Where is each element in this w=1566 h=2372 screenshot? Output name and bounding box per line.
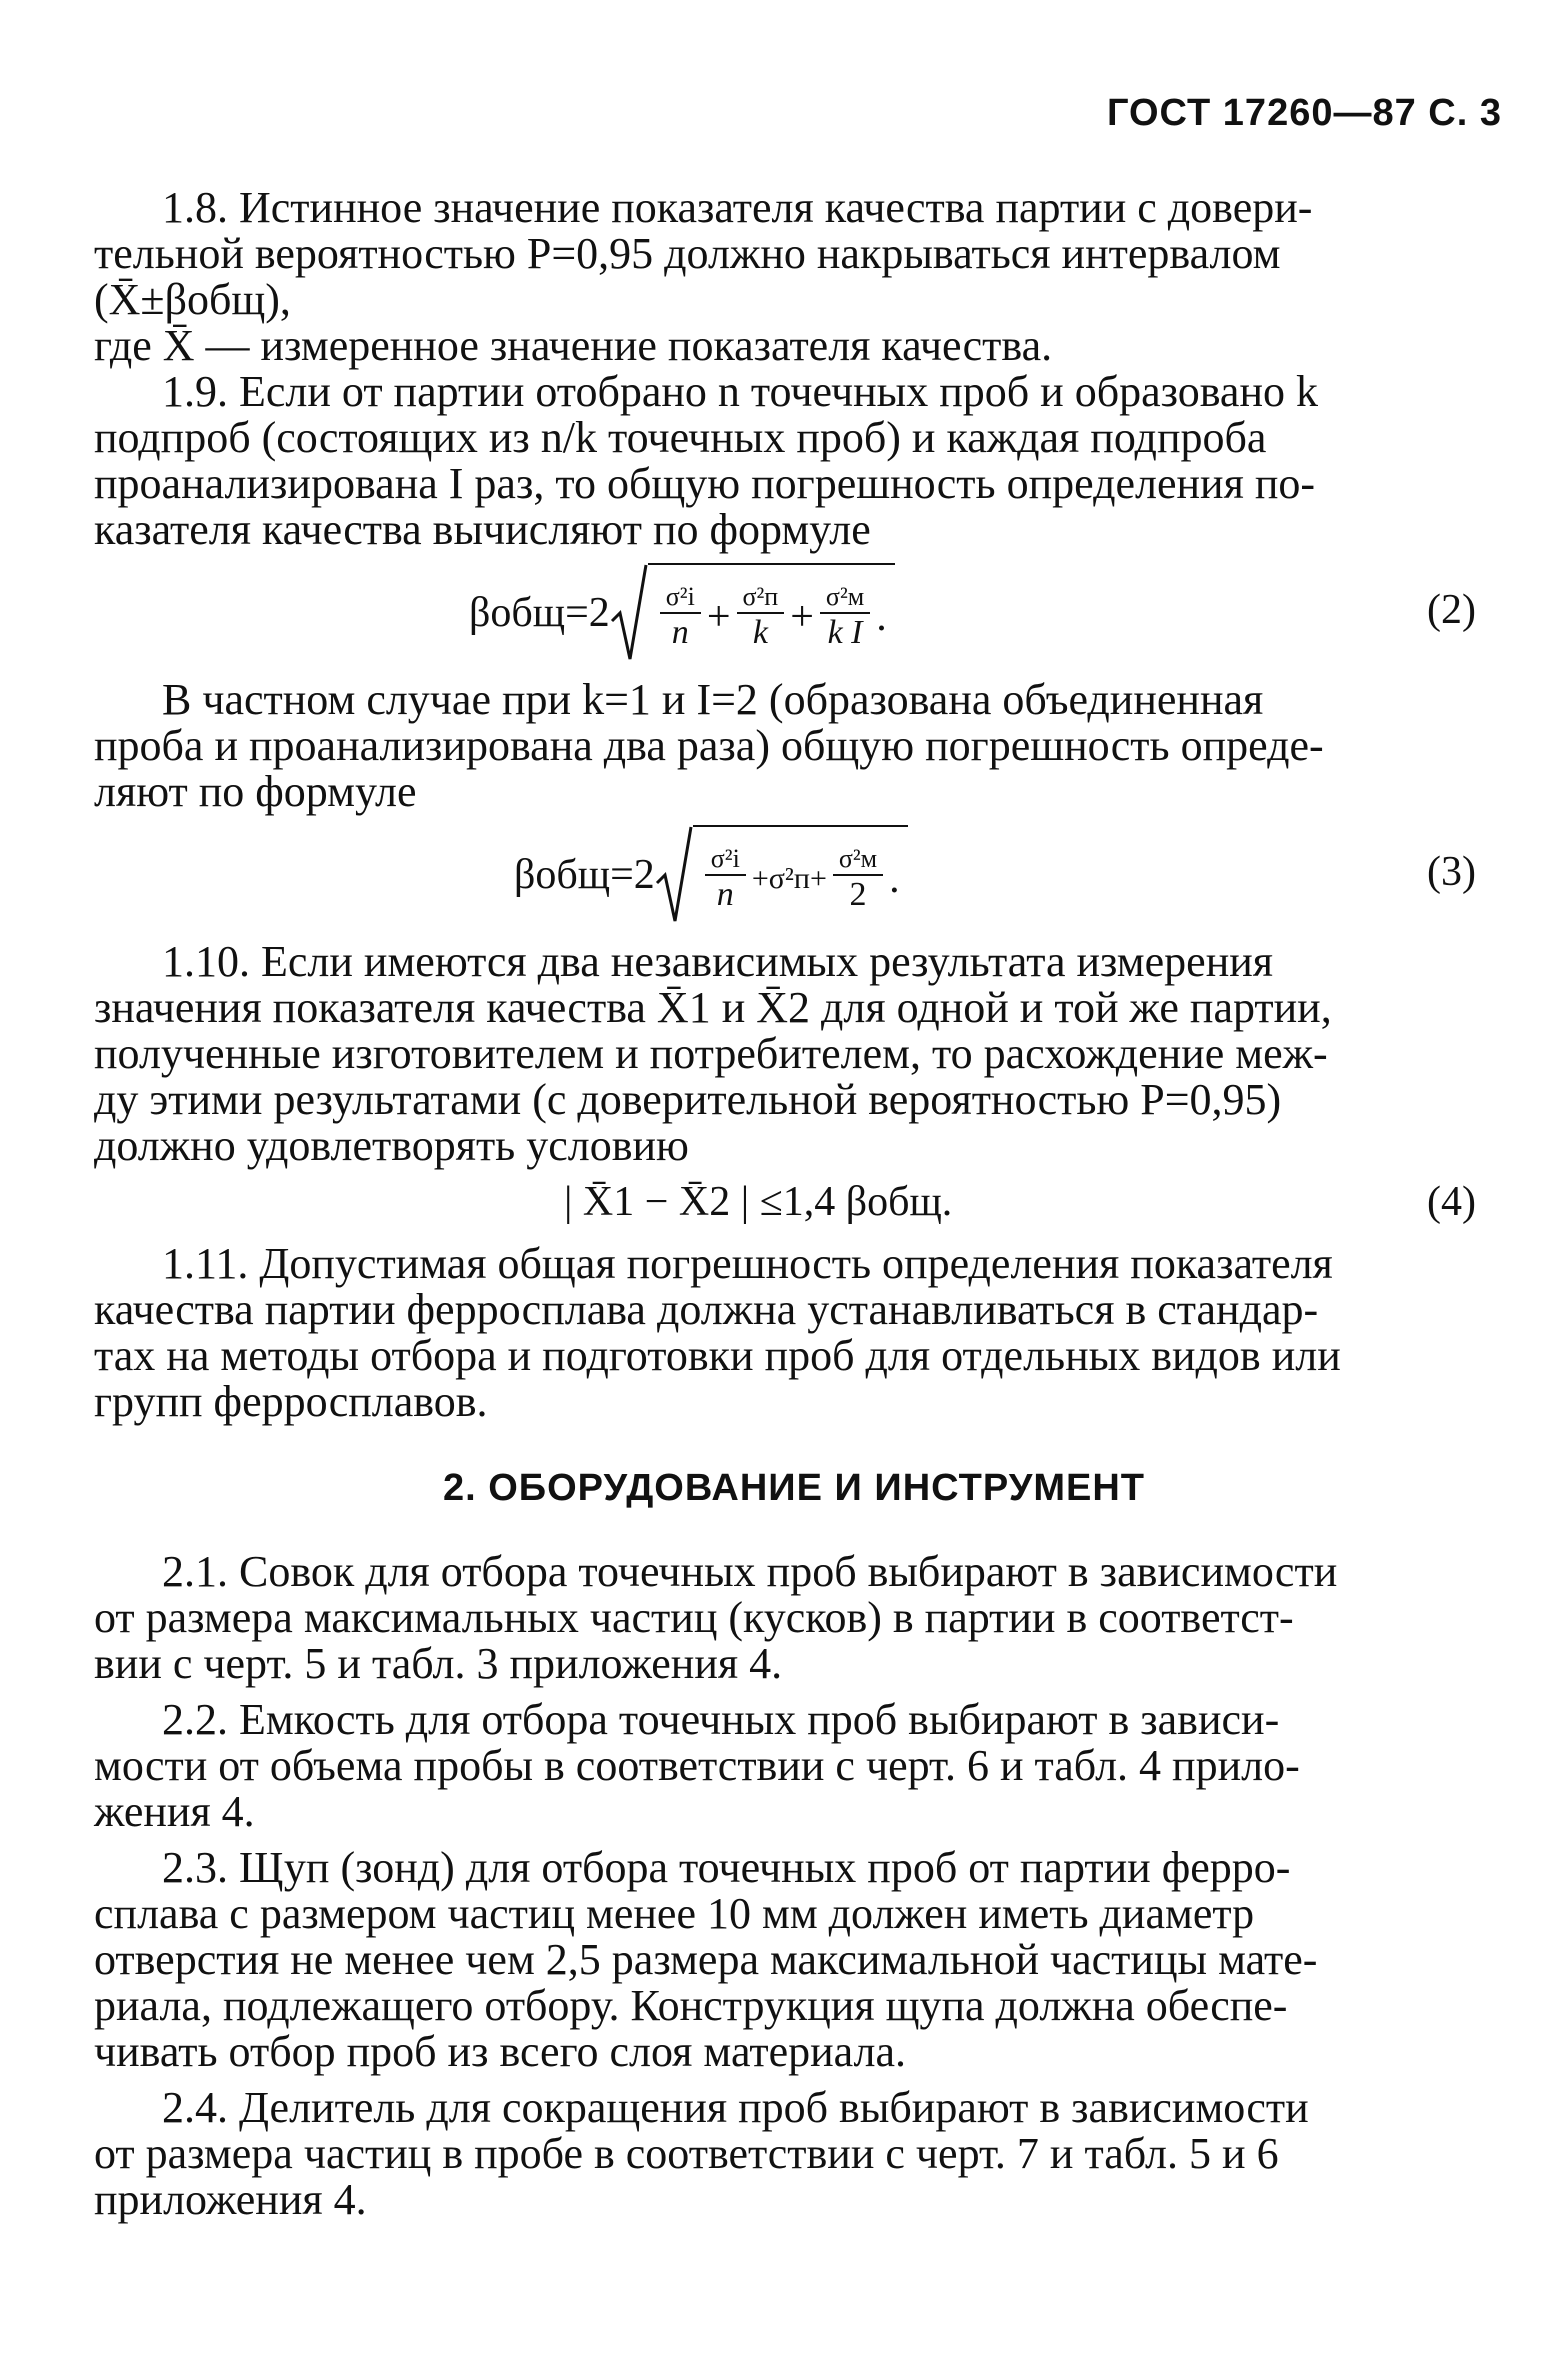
clause-1-10-line-1: 1.10. Если имеются два независимых результата измерения xyxy=(162,937,1274,986)
formula-4-row xyxy=(94,1175,1494,1235)
clause-2-2-line-3: жения 4. xyxy=(94,1787,255,1836)
formula-3-term-3-num: σ²м xyxy=(833,844,883,876)
clause-1-9-line-1: 1.9. Если от партии отобрано n точечных проб и образовано k xyxy=(162,367,1319,416)
formula-3-sqrt xyxy=(655,825,908,925)
clause-1-11-line-1: 1.11. Допустимая общая погрешность определения показателя xyxy=(162,1239,1333,1288)
clause-2-2-line-1: 2.2. Емкость для отбора точечных проб выбирают в зависи- xyxy=(162,1695,1280,1744)
clause-2-2 xyxy=(94,1697,1494,1835)
formula-2-plus-2: + xyxy=(790,594,814,640)
formula-3-number: (3) xyxy=(1427,849,1476,895)
formula-3-term-2: +σ²п+ xyxy=(751,862,827,895)
clause-2-3 xyxy=(94,1845,1494,2075)
clause-1-8 xyxy=(94,185,1494,369)
clause-2-4-line-3: приложения 4. xyxy=(94,2175,367,2224)
formula-2-number: (2) xyxy=(1427,587,1476,633)
formula-3-radicand xyxy=(693,825,908,925)
clause-1-9 xyxy=(94,369,1494,553)
clause-2-3-line-2: сплава с размером частиц менее 10 мм должен иметь диаметр xyxy=(94,1889,1255,1938)
formula-4-number: (4) xyxy=(1427,1179,1476,1225)
sqrt-icon xyxy=(655,825,693,925)
clause-2-3-line-1: 2.3. Щуп (зонд) для отбора точечных проб от партии ферро- xyxy=(162,1843,1291,1892)
clause-2-4-line-2: от размера частиц в пробе в соответствии с черт. 7 и табл. 5 и 6 xyxy=(94,2129,1279,2178)
special-case-line-1: В частном случае при k=1 и I=2 (образована объединенная xyxy=(162,675,1264,724)
clause-1-10-line-2: значения показателя качества X̄1 и X̄2 для одной и той же партии, xyxy=(94,983,1332,1032)
special-case-line-3: ляют по формуле xyxy=(94,767,417,816)
clause-1-8-line-2: тельной вероятностью Р=0,95 должно накрываться интервалом xyxy=(94,229,1281,278)
formula-3-term-3 xyxy=(833,844,883,914)
formula-3-term-1 xyxy=(705,844,746,914)
formula-3 xyxy=(514,825,908,925)
running-header: ГОСТ 17260—87 С. 3 xyxy=(1106,92,1502,134)
section-2-title: 2. ОБОРУДОВАНИЕ И ИНСТРУМЕНТ xyxy=(443,1467,1145,1509)
formula-2 xyxy=(469,563,895,663)
clause-2-1-line-3: вии с черт. 5 и табл. 3 приложения 4. xyxy=(94,1639,783,1688)
formula-2-term-1-num: σ²i xyxy=(660,582,701,614)
clause-1-10-line-5: должно удовлетворять условию xyxy=(94,1121,689,1170)
clause-1-11-line-3: тах на методы отбора и подготовки проб для отдельных видов или xyxy=(94,1331,1341,1380)
formula-2-end: . xyxy=(876,594,887,640)
clause-1-8-line-3: (X̄±βобщ), xyxy=(94,275,291,324)
formula-2-term-1-den: n xyxy=(671,614,689,651)
special-case-line-2: проба и проанализирована два раза) общую погрешность опреде- xyxy=(94,721,1324,770)
formula-3-term-1-den: n xyxy=(716,876,734,913)
clause-1-8-line-4: где X̄ — измеренное значение показателя качества. xyxy=(94,321,1053,370)
clause-2-2-line-2: мости от объема пробы в соответствии с черт. 6 и табл. 4 прило- xyxy=(94,1741,1300,1790)
formula-4-expr: | X̄1 − X̄2 | ≤1,4 βобщ. xyxy=(564,1179,953,1225)
page-content xyxy=(94,185,1494,2223)
special-case-paragraph xyxy=(94,677,1494,815)
formula-2-term-3-num: σ²м xyxy=(820,582,870,614)
clause-1-8-line-1: 1.8. Истинное значение показателя качества партии с довери- xyxy=(162,183,1313,232)
clause-2-3-line-5: чивать отбор проб из всего слоя материала. xyxy=(94,2027,907,2076)
formula-2-radicand xyxy=(648,563,895,663)
formula-3-term-3-den: 2 xyxy=(849,876,867,913)
formula-2-term-1 xyxy=(660,582,701,652)
clause-2-3-line-4: риала, подлежащего отбору. Конструкция щупа должна обеспе- xyxy=(94,1981,1288,2030)
clause-1-10-line-4: ду этими результатами (с доверительной вероятностью Р=0,95) xyxy=(94,1075,1282,1124)
clause-1-9-line-4: казателя качества вычисляют по формуле xyxy=(94,505,871,554)
formula-2-term-3 xyxy=(820,582,870,652)
clause-2-4 xyxy=(94,2085,1494,2223)
formula-2-term-2 xyxy=(737,582,785,652)
formula-2-term-3-den: k I xyxy=(827,614,863,651)
clause-1-11-line-4: групп ферросплавов. xyxy=(94,1377,488,1426)
formula-4 xyxy=(564,1179,952,1225)
formula-3-row xyxy=(94,823,1494,927)
clause-1-10-line-3: полученные изготовителем и потребителем, то расхождение меж- xyxy=(94,1029,1328,1078)
formula-2-term-2-den: k xyxy=(752,614,768,651)
clause-1-11 xyxy=(94,1241,1494,1425)
clause-2-4-line-1: 2.4. Делитель для сокращения проб выбирают в зависимости xyxy=(162,2083,1309,2132)
formula-2-term-2-num: σ²п xyxy=(737,582,785,614)
clause-1-9-line-3: проанализирована I раз, то общую погрешность определения по- xyxy=(94,459,1316,508)
formula-3-end: . xyxy=(889,856,900,902)
clause-2-1 xyxy=(94,1549,1494,1687)
formula-3-term-1-num: σ²i xyxy=(705,844,746,876)
sqrt-icon xyxy=(610,563,648,663)
formula-2-plus-1: + xyxy=(706,594,731,640)
formula-2-row xyxy=(94,561,1494,665)
clause-2-3-line-3: отверстия не менее чем 2,5 размера максимальной частицы мате- xyxy=(94,1935,1318,1984)
clause-2-1-line-1: 2.1. Совок для отбора точечных проб выбирают в зависимости xyxy=(162,1547,1338,1596)
clause-1-11-line-2: качества партии ферросплава должна устанавливаться в стандар- xyxy=(94,1285,1319,1334)
formula-2-lhs: βобщ=2 xyxy=(469,590,610,636)
formula-2-sqrt xyxy=(610,563,895,663)
clause-1-9-line-2: подпроб (состоящих из n/k точечных проб) и каждая подпроба xyxy=(94,413,1267,462)
formula-3-lhs: βобщ=2 xyxy=(514,852,655,898)
clause-1-10 xyxy=(94,939,1494,1169)
clause-2-1-line-2: от размера максимальных частиц (кусков) в партии в соответст- xyxy=(94,1593,1294,1642)
